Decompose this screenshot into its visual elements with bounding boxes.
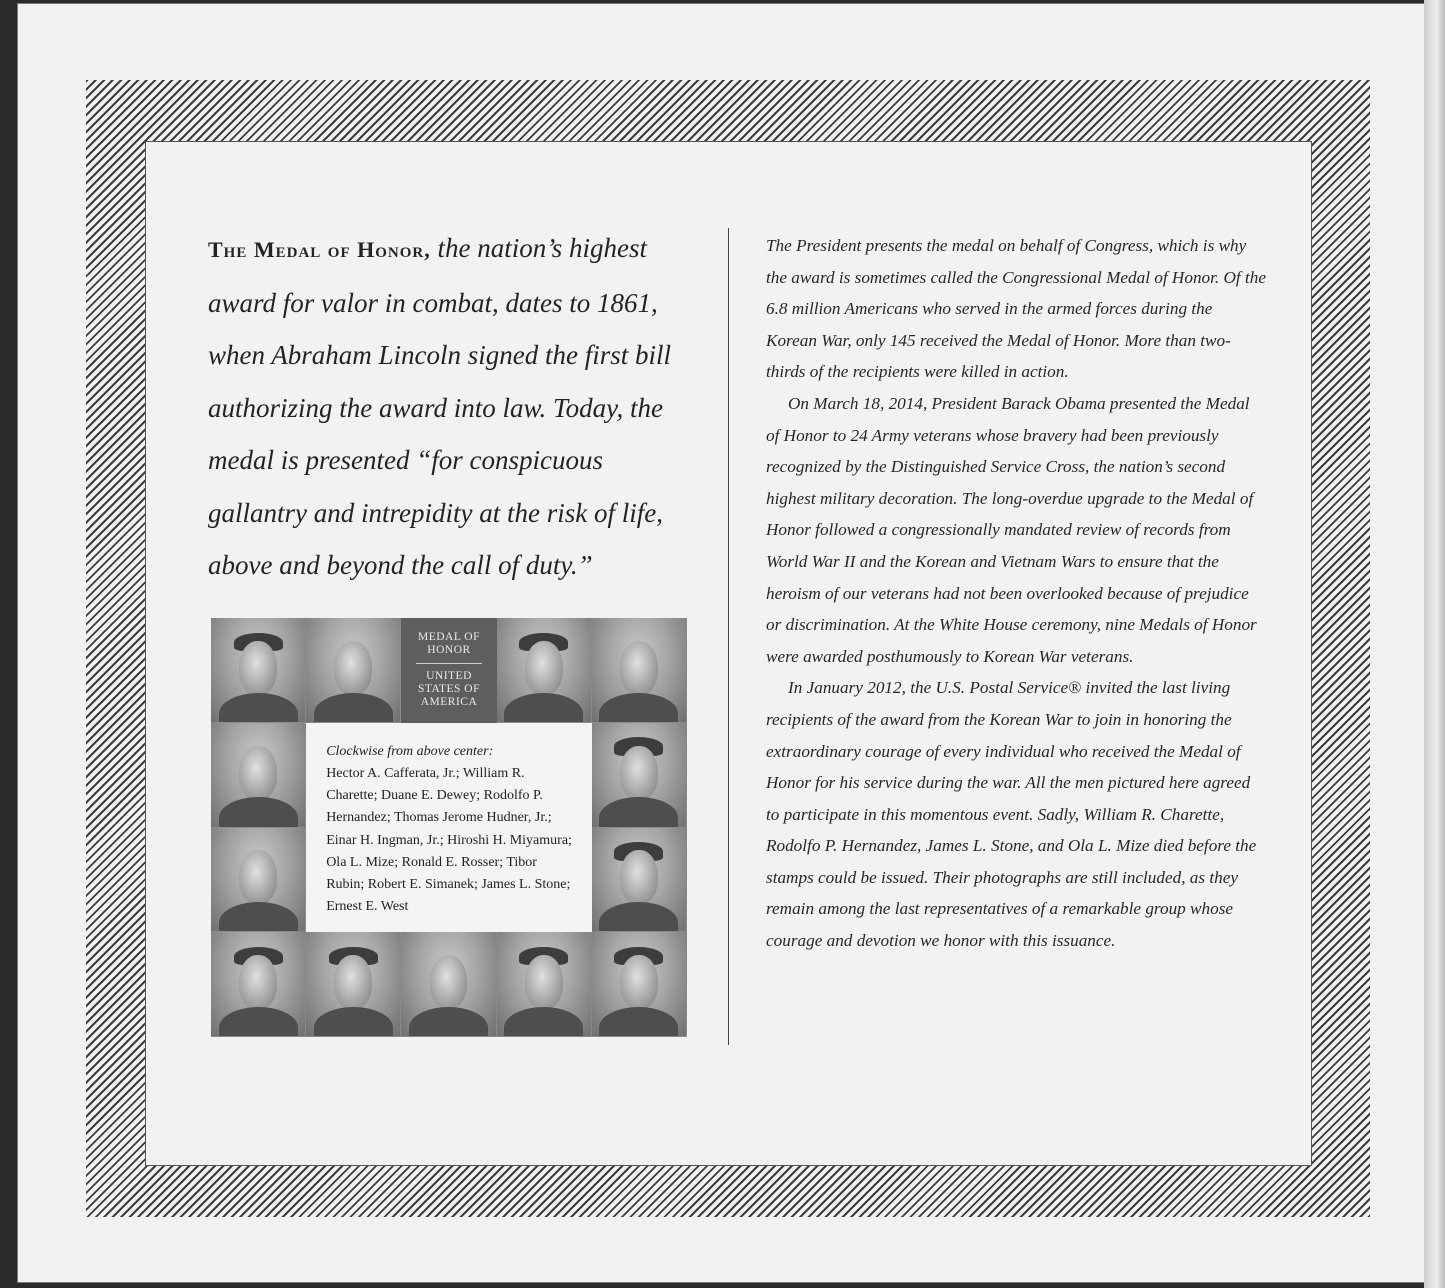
paragraph: The President presents the medal on behalf of Congress, which is why the award is sometimes called the Congressional Medal of Honor. Of the 6.8 million Americans who served in the armed forces during the Korean War, only 145 received the Medal of Honor. More than two-thirds of the recipients were killed in action.	[766, 236, 1266, 382]
portrait	[211, 723, 306, 828]
title-line: MEDAL OF	[417, 631, 481, 644]
portrait	[592, 723, 687, 828]
portrait	[306, 618, 401, 723]
title-rule	[416, 663, 483, 664]
paragraph: On March 18, 2014, President Barack Obama presented the Medal of Honor to 24 Army veterans whose bravery had been previously recognized by the Distinguished Service Cross, the nation’s second highest military decoration. The long-overdue upgrade to the Medal of Honor followed a congressionally mandated review of records from World War II and the Korean and Vietnam Wars to ensure that the heroism of our veterans had not been overlooked because of prejudice or discrimination. At the White House ceremony, nine Medals of Honor were awarded posthumously to Korean War veterans.	[766, 393, 1257, 666]
caption-heading: Clockwise from above center:	[326, 743, 494, 759]
portrait	[401, 932, 496, 1037]
medal-of-honor-title	[401, 618, 496, 723]
portrait	[306, 932, 401, 1037]
intro-statement	[208, 222, 708, 592]
portrait	[211, 618, 306, 723]
title-line: UNITED	[426, 670, 472, 683]
portrait	[497, 932, 592, 1037]
intro-lead: The Medal of Honor,	[208, 237, 431, 262]
portrait	[592, 618, 687, 723]
portrait	[592, 932, 687, 1037]
title-line: STATES OF	[417, 683, 481, 696]
body-text	[766, 230, 1266, 957]
column-divider	[728, 228, 729, 1045]
intro-text: the nation’s highest award for valor in combat, dates to 1861, when Abraham Lincoln signed the first bill authorizing the award into law. Today, the medal is presented “for conspicuous gallantry and intrepidity at the risk of life, above and beyond the call of duty.”	[208, 233, 672, 580]
portrait	[497, 618, 592, 723]
page-edge	[1424, 0, 1445, 1288]
portrait	[211, 828, 306, 933]
portrait	[592, 828, 687, 933]
paragraph: In January 2012, the U.S. Postal Service® invited the last living recipients of the award from the Korean War to join in honoring the extraordinary courage of every individual who received the Medal of Honor for his service during the war. All the men pictured here agreed to participate in this momentous event. Sadly, William R. Charette, Rodolfo P. Hernandez, James L. Stone, and Ola L. Mize died before the stamps could be issued. Their photographs are still included, as they remain among the last representatives of a remarkable group whose courage and devotion we honor with this issuance.	[766, 678, 1257, 951]
title-line: HONOR	[427, 644, 471, 657]
recipients-photo-panel	[211, 618, 687, 1037]
portrait	[211, 932, 306, 1037]
caption-names: Hector A. Cafferata, Jr.; William R. Charette; Duane E. Dewey; Rodolfo P. Hernandez; Thomas Jerome Hudner, Jr.; Einar H. Ingman, Jr.; Hiroshi H. Miyamura; Ola L. Mize; Ronald E. Rosser; Tibor Rubin; Robert E. Simanek; James L. Stone; Ernest E. West	[326, 765, 572, 915]
title-line: AMERICA	[420, 696, 478, 709]
photo-caption	[306, 723, 592, 933]
